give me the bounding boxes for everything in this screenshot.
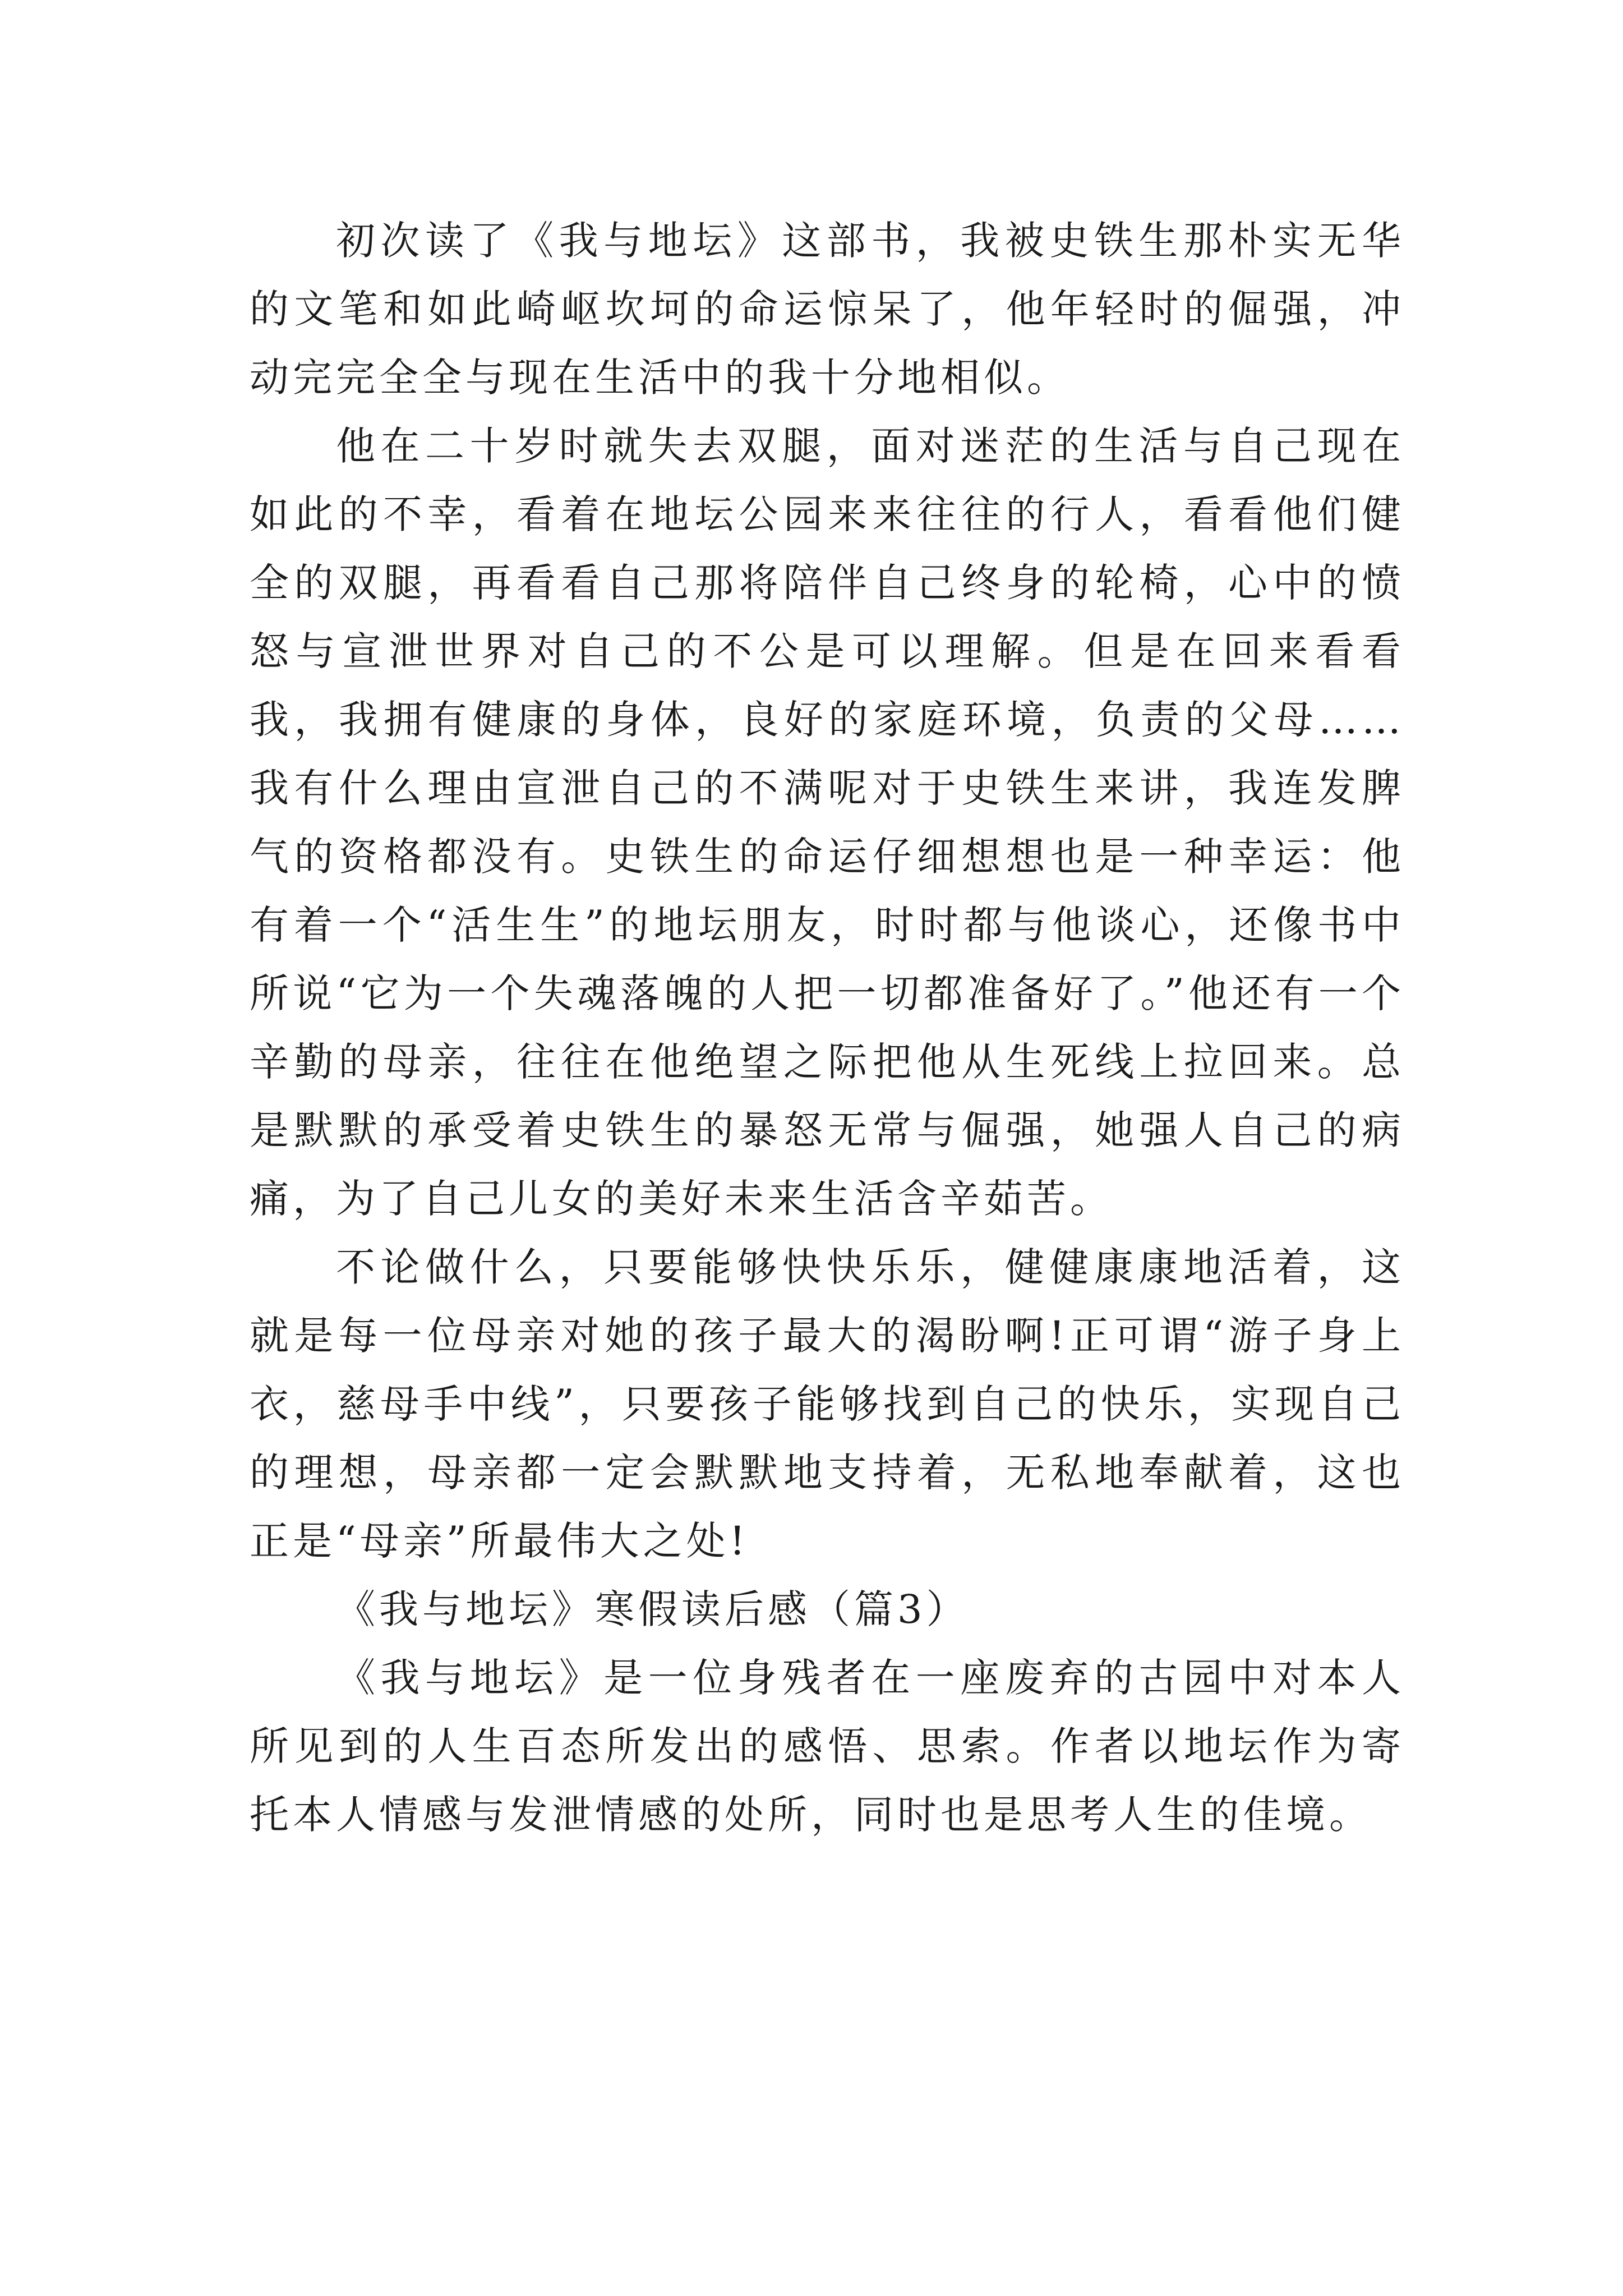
paragraph-mother-love: 不论做什么，只要能够快快乐乐，健健康康地活着，这就是每一位母亲对她的孩子最大的渴盼啊!正可谓“游子身上衣，慈母手中线”，只要孩子能够找到自己的快乐，实现自己的理想，母亲都一定会默默地支持着，无私地奉献着，这也正是“母亲”所最伟大之处! [250,1244,1405,1564]
paragraph-shi-tiesheng-life: 他在二十岁时就失去双腿，面对迷茫的生活与自己现在如此的不幸，看着在地坛公园来来往往的行人，看看他们健全的双腿，再看看自己那将陪伴自己终身的轮椅，心中的愤怒与宣泄世界对自己的不公是可以理解。但是在回来看看我，我拥有健康的身体，良好的家庭环境，负责的父母……我有什么理由宣泄自己的不满呢对于史铁生来讲，我连发脾气的资格都没有。史铁生的命运仔细想想也是一种幸运：他有着一个“活生生”的地坛朋友，时时都与他谈心，还像书中所说“它为一个失魂落魄的人把一切都准备好了。”他还有一个辛勤的母亲，往往在他绝望之际把他从生死线上拉回来。总是默默的承受着史铁生的暴怒无常与倔强，她强人自己的病痛，为了自己儿女的美好未来生活含辛茹苦。 [250,423,1405,1222]
document-body [250,206,1405,1849]
paragraph-essay-intro: 《我与地坛》是一位身残者在一座废弃的古园中对本人所见到的人生百态所发出的感悟、思索。作者以地坛作为寄托本人情感与发泄情感的处所，同时也是思考人生的佳境。 [250,1655,1405,1838]
paragraph-first-reading: 初次读了《我与地坛》这部书，我被史铁生那朴实无华的文笔和如此崎岖坎坷的命运惊呆了，他年轻时的倔强，冲动完完全全与现在生活中的我十分地相似。 [250,218,1405,401]
section-heading: 《我与地坛》寒假读后感（篇3） [336,1586,970,1632]
